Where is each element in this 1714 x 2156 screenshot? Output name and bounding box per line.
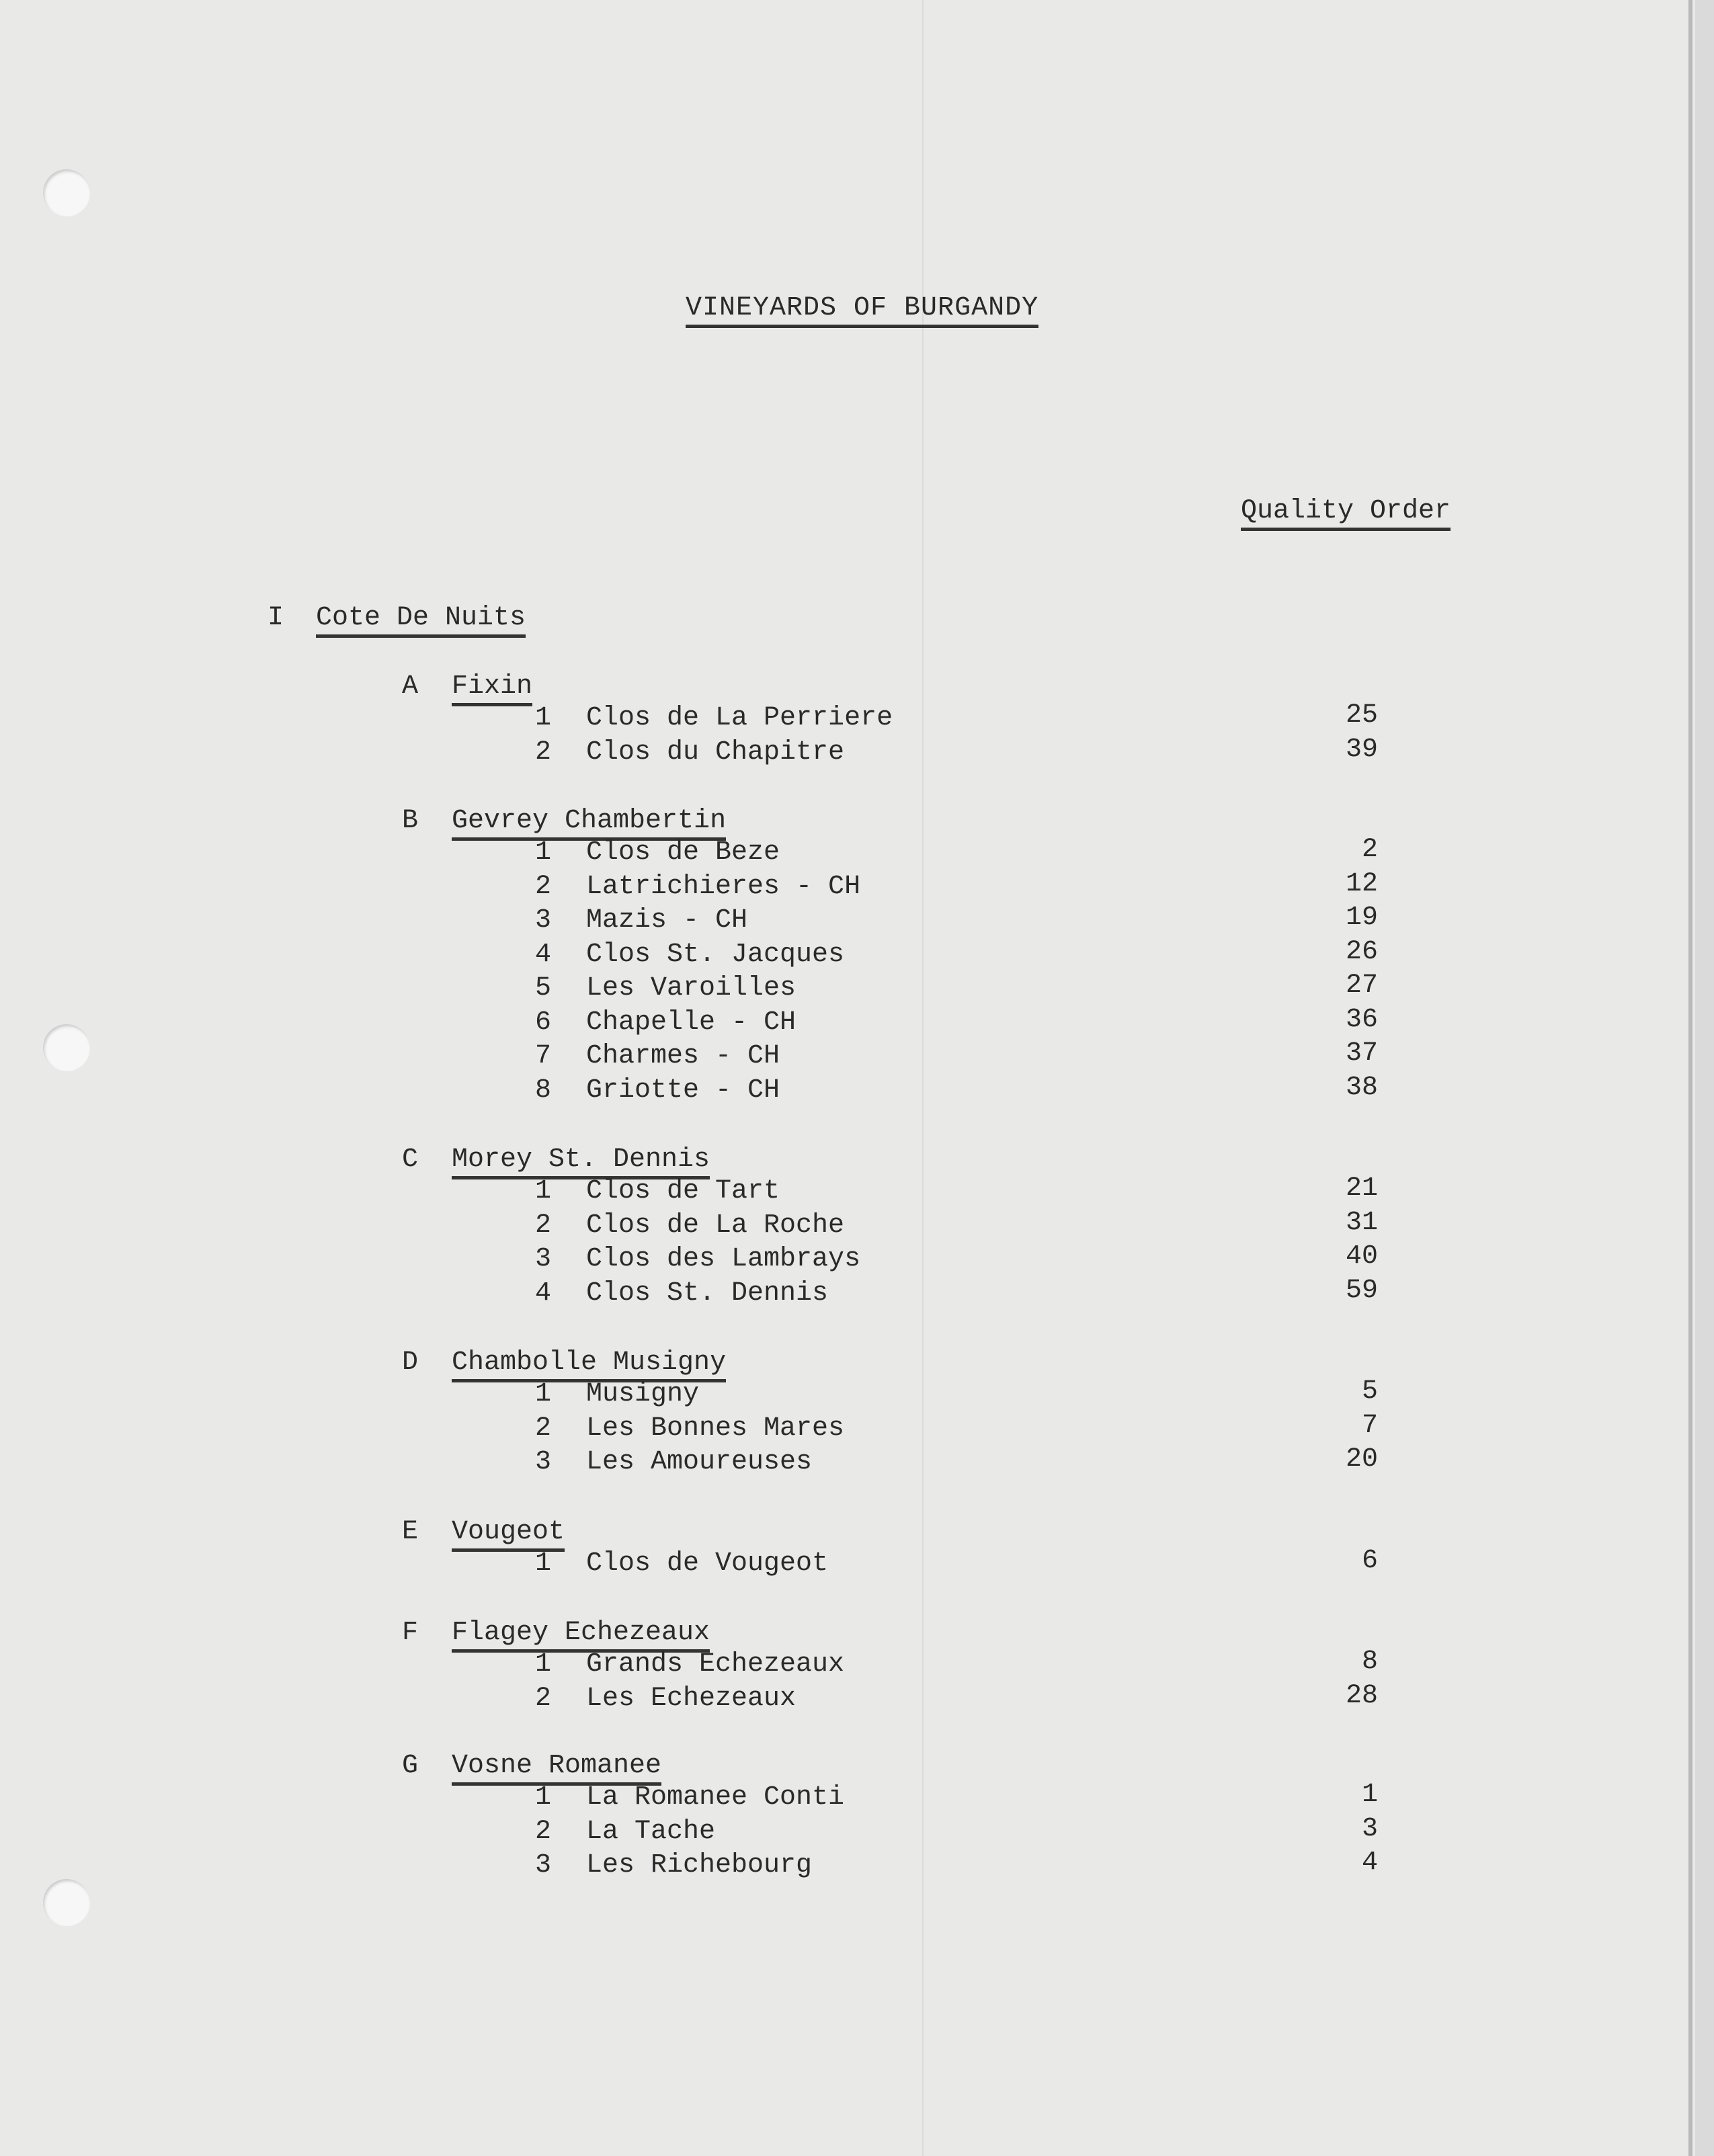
item-number: 1 <box>535 1176 552 1206</box>
punch-hole-bottom <box>43 1879 90 1926</box>
vineyard-name: Musigny <box>586 1379 700 1409</box>
item-number: 8 <box>535 1075 552 1106</box>
subregion-name-wrap <box>452 805 726 837</box>
vineyard-name: Les Bonnes Mares <box>586 1413 845 1444</box>
quality-rank: 5 <box>1361 1376 1378 1407</box>
quality-rank: 8 <box>1361 1647 1378 1677</box>
page-edge <box>1688 0 1692 2156</box>
item-number: 1 <box>535 1649 552 1680</box>
quality-rank: 1 <box>1361 1780 1378 1810</box>
quality-rank: 39 <box>1345 734 1378 765</box>
quality-rank: 25 <box>1345 700 1378 731</box>
subregion-name: Chambolle Musigny <box>452 1348 726 1382</box>
subregion-name-wrap <box>452 1750 661 1782</box>
item-number: 2 <box>535 1816 552 1847</box>
item-number: 2 <box>535 871 552 902</box>
quality-rank: 20 <box>1345 1444 1378 1475</box>
quality-rank: 31 <box>1345 1207 1378 1238</box>
vineyard-name: Clos du Chapitre <box>586 737 845 768</box>
item-number: 1 <box>535 1548 552 1579</box>
quality-rank: 2 <box>1361 835 1378 865</box>
vineyard-name: Grands Echezeaux <box>586 1649 845 1680</box>
vineyard-name: Clos St. Dennis <box>586 1278 829 1309</box>
subregion-name: Morey St. Dennis <box>452 1145 710 1179</box>
subregion-letter: C <box>402 1145 419 1175</box>
subregion-name: Fixin <box>452 671 532 706</box>
quality-rank: 19 <box>1345 903 1378 933</box>
item-number: 3 <box>535 1244 552 1274</box>
vineyard-name: Les Echezeaux <box>586 1683 797 1714</box>
vineyard-name: Clos de Vougeot <box>586 1548 829 1579</box>
vineyard-name: Les Amoureuses <box>586 1447 813 1477</box>
vineyard-name: Clos de Beze <box>586 837 780 868</box>
subregion-letter: D <box>402 1348 419 1378</box>
subregion-name-wrap <box>452 1144 710 1176</box>
quality-order-header: Quality Order <box>1241 496 1451 531</box>
vineyard-name: Clos St. Jacques <box>586 939 845 970</box>
region-name-wrap <box>316 602 526 634</box>
item-number: 3 <box>535 905 552 936</box>
quality-rank: 59 <box>1345 1275 1378 1306</box>
region-name: Cote De Nuits <box>316 603 526 638</box>
subregion-name: Vougeot <box>452 1517 565 1552</box>
quality-rank: 37 <box>1345 1038 1378 1069</box>
item-number: 4 <box>535 1278 552 1309</box>
vineyard-name: Griotte - CH <box>586 1075 780 1106</box>
subregion-letter: F <box>402 1618 419 1648</box>
quality-rank: 26 <box>1345 936 1378 967</box>
subregion-name: Gevrey Chambertin <box>452 806 726 841</box>
item-number: 6 <box>535 1007 552 1038</box>
subregion-name-wrap <box>452 1347 726 1379</box>
vineyard-name: Latrichieres - CH <box>586 871 861 902</box>
item-number: 1 <box>535 703 552 733</box>
vineyard-name: Clos de Tart <box>586 1176 780 1206</box>
quality-rank: 28 <box>1345 1680 1378 1711</box>
vineyard-name: Les Richebourg <box>586 1850 813 1880</box>
vineyard-name: Charmes - CH <box>586 1041 780 1071</box>
quality-rank: 3 <box>1361 1813 1378 1844</box>
quality-rank: 4 <box>1361 1848 1378 1878</box>
vineyard-name: La Tache <box>586 1816 716 1847</box>
quality-rank: 36 <box>1345 1004 1378 1035</box>
vineyard-name: La Romanee Conti <box>586 1782 845 1813</box>
quality-rank: 6 <box>1361 1546 1378 1576</box>
punch-hole-middle <box>43 1024 90 1071</box>
item-number: 2 <box>535 1683 552 1714</box>
item-number: 3 <box>535 1447 552 1477</box>
quality-rank: 27 <box>1345 970 1378 1001</box>
vineyard-name: Clos de La Perriere <box>586 703 893 733</box>
vineyard-name: Les Varoilles <box>586 973 797 1003</box>
item-number: 1 <box>535 1379 552 1409</box>
subregion-name-wrap <box>452 671 532 703</box>
page-edge-shadow <box>1695 0 1714 2156</box>
vineyard-name: Clos des Lambrays <box>586 1244 861 1274</box>
item-number: 2 <box>535 737 552 768</box>
vineyard-name: Clos de La Roche <box>586 1210 845 1241</box>
subregion-name-wrap <box>452 1617 710 1649</box>
item-number: 4 <box>535 939 552 970</box>
quality-rank: 7 <box>1361 1410 1378 1441</box>
subregion-letter: A <box>402 671 419 702</box>
item-number: 3 <box>535 1850 552 1880</box>
item-number: 1 <box>535 1782 552 1813</box>
vineyard-name: Mazis - CH <box>586 905 748 936</box>
item-number: 7 <box>535 1041 552 1071</box>
vineyard-name: Chapelle - CH <box>586 1007 797 1038</box>
item-number: 1 <box>535 837 552 868</box>
subregion-letter: G <box>402 1751 419 1781</box>
quality-rank: 40 <box>1345 1241 1378 1272</box>
punch-hole-top <box>43 169 90 216</box>
quality-rank: 21 <box>1345 1173 1378 1204</box>
item-number: 5 <box>535 973 552 1003</box>
subregion-name: Vosne Romanee <box>452 1751 661 1786</box>
region-numeral: I <box>268 603 284 633</box>
page-title: VINEYARDS OF BURGANDY <box>686 293 1038 328</box>
quality-rank: 12 <box>1345 868 1378 899</box>
subregion-letter: B <box>402 806 419 836</box>
subregion-name-wrap <box>452 1516 565 1548</box>
item-number: 2 <box>535 1210 552 1241</box>
item-number: 2 <box>535 1413 552 1444</box>
subregion-name: Flagey Echezeaux <box>452 1618 710 1653</box>
quality-rank: 38 <box>1345 1072 1378 1103</box>
subregion-letter: E <box>402 1517 419 1547</box>
